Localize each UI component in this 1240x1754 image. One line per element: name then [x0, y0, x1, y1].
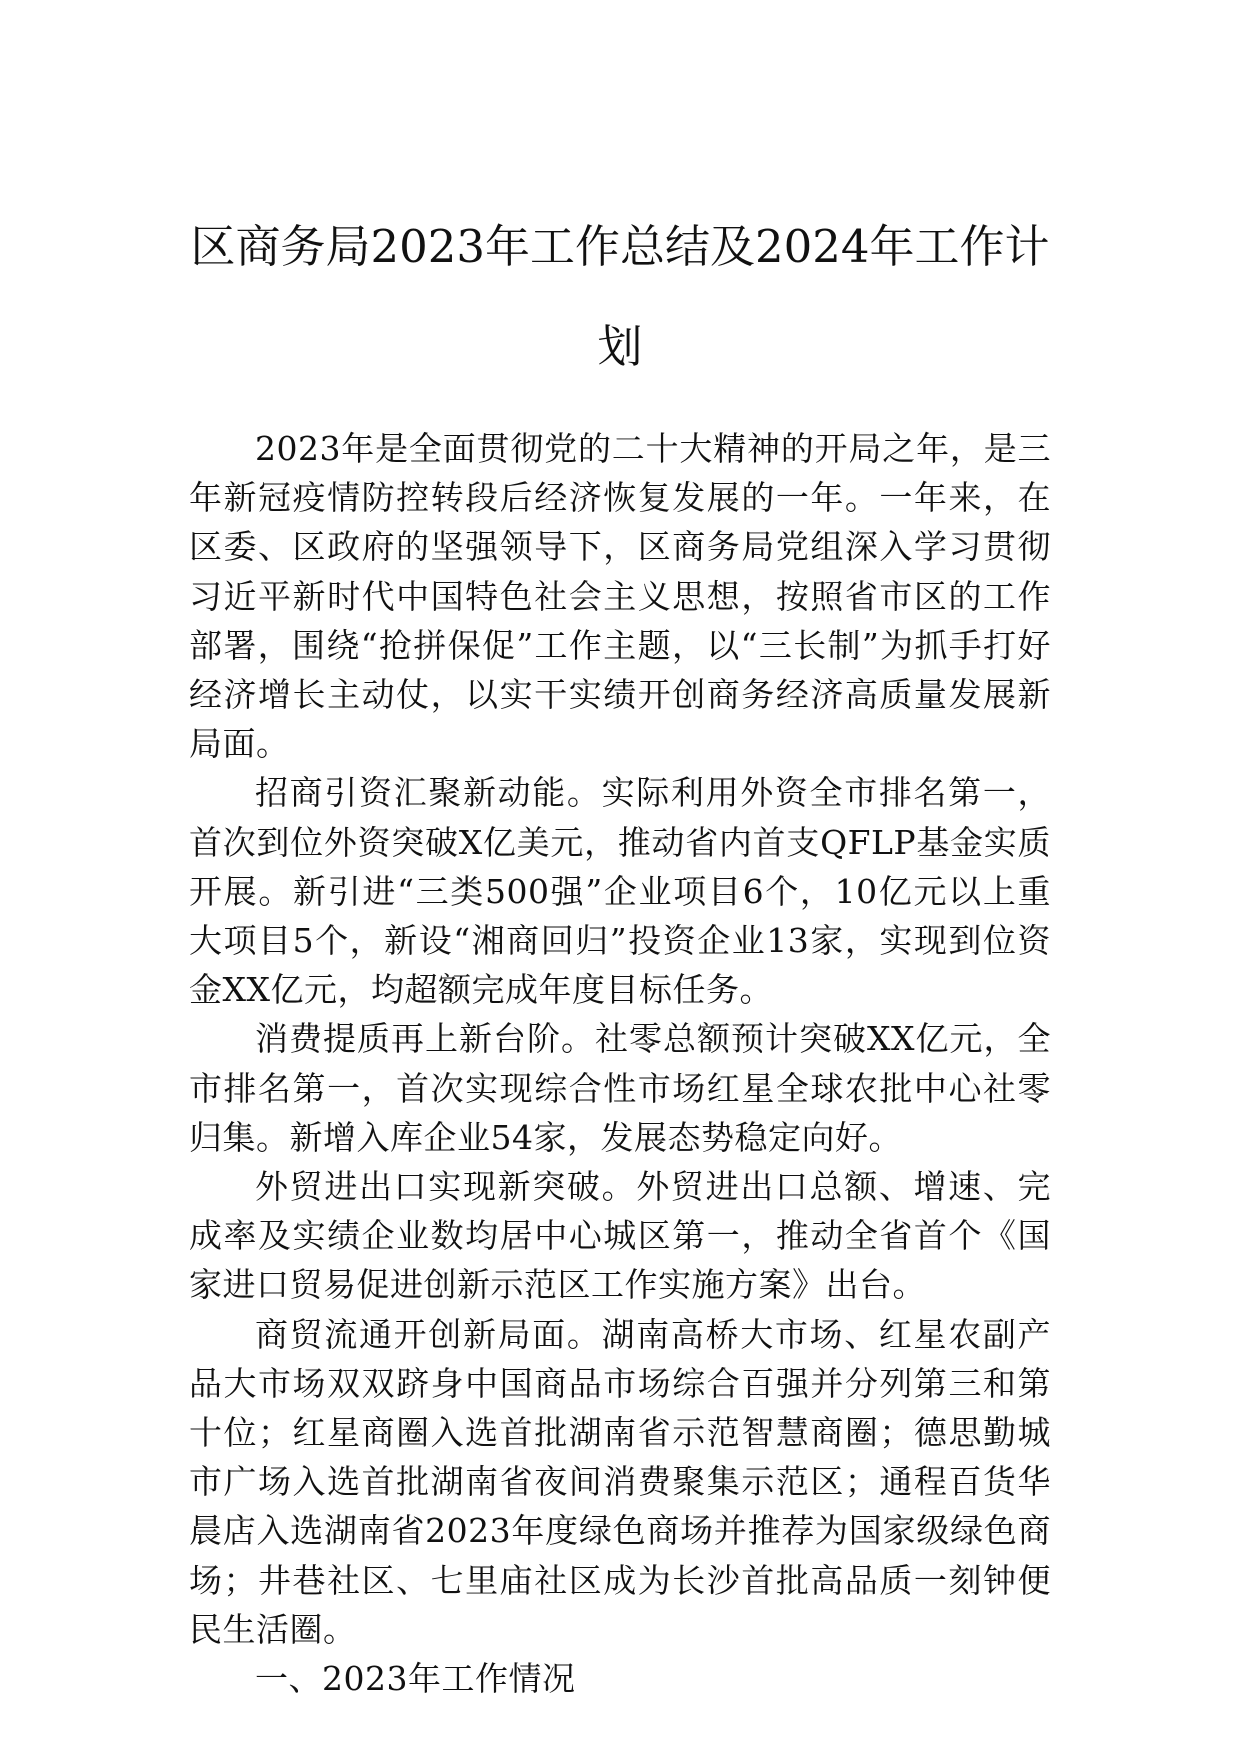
foreign-trade-paragraph: 外贸进出口实现新突破。外贸进出口总额、增速、完成率及实绩企业数均居中心城区第一，推动全省首个《国家进口贸易促进创新示范区工作实施方案》出台。: [189, 1167, 1051, 1305]
document-body: [189, 424, 1051, 1703]
commerce-circulation-paragraph: 商贸流通开创新局面。湖南高桥大市场、红星农副产品大市场双双跻身中国商品市场综合百强并分列第三和第十位；红星商圈入选首批湖南省示范智慧商圈；德思勤城市广场入选首批湖南省夜间消费聚集示范区；通程百货华晨店入选湖南省2023年度绿色商场并推荐为国家级绿色商场；井巷社区、七里庙社区成为长沙首批高品质一刻钟便民生活圈。: [189, 1314, 1051, 1649]
document-title: 区商务局2023年工作总结及2024年工作计划: [190, 220, 1050, 373]
investment-paragraph: 招商引资汇聚新动能。实际利用外资全市排名第一，首次到位外资突破X亿美元，推动省内首支QFLP基金实质开展。新引进“三类500强”企业项目6个，10亿元以上重大项目5个，新设“湘商回归”投资企业13家，实现到位资金XX亿元，均超额完成年度目标任务。: [189, 773, 1051, 1010]
section-heading: 一、2023年工作情况: [255, 1659, 576, 1699]
consumption-paragraph: 消费提质再上新台阶。社零总额预计突破XX亿元，全市排名第一，首次实现综合性市场红星全球农批中心社零归集。新增入库企业54家，发展态势稳定向好。: [189, 1019, 1051, 1157]
intro-paragraph: 2023年是全面贯彻党的二十大精神的开局之年，是三年新冠疫情防控转段后经济恢复发展的一年。一年来，在区委、区政府的坚强领导下，区商务局党组深入学习贯彻习近平新时代中国特色社会主义思想，按照省市区的工作部署，围绕“抢拼保促”工作主题，以“三长制”为抓手打好经济增长主动仗，以实干实绩开创商务经济高质量发展新局面。: [189, 429, 1051, 764]
